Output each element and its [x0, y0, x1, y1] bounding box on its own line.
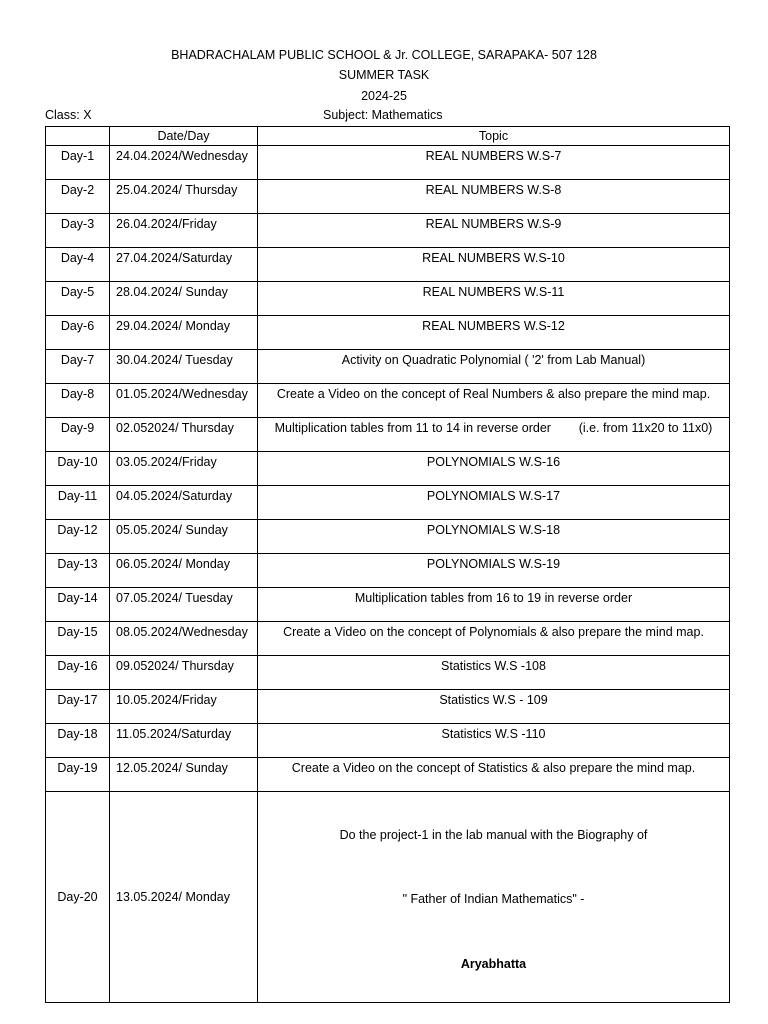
- topic-cell: Statistics W.S -110: [258, 724, 730, 758]
- date-cell: 08.05.2024/Wednesday: [110, 622, 258, 656]
- date-cell: 04.05.2024/Saturday: [110, 486, 258, 520]
- day-cell: Day-2: [46, 180, 110, 214]
- topic-cell: REAL NUMBERS W.S-11: [258, 282, 730, 316]
- date-cell: 06.05.2024/ Monday: [110, 554, 258, 588]
- topic-line-1: Do the project-1 in the lab manual with the Biography of: [339, 828, 648, 842]
- table-row: [46, 554, 730, 588]
- day-cell: Day-13: [46, 554, 110, 588]
- table-row: [46, 350, 730, 384]
- table-row: [46, 656, 730, 690]
- topic-cell: Statistics W.S - 109: [258, 690, 730, 724]
- topic-line-3: Aryabhatta: [460, 957, 527, 971]
- table-row: [46, 588, 730, 622]
- date-cell: 09.052024/ Thursday: [110, 656, 258, 690]
- day-cell: Day-12: [46, 520, 110, 554]
- table-row: [46, 146, 730, 180]
- topic-cell: REAL NUMBERS W.S-10: [258, 248, 730, 282]
- topic-cell: Create a Video on the concept of Real Numbers & also prepare the mind map.: [258, 384, 730, 418]
- day-cell: Day-17: [46, 690, 110, 724]
- day-cell: Day-16: [46, 656, 110, 690]
- date-cell: 28.04.2024/ Sunday: [110, 282, 258, 316]
- topic-cell: REAL NUMBERS W.S-12: [258, 316, 730, 350]
- table-row: [46, 690, 730, 724]
- table-row: [46, 724, 730, 758]
- column-header-topic: Topic: [258, 127, 730, 146]
- topic-cell: REAL NUMBERS W.S-9: [258, 214, 730, 248]
- subject-label: Subject: Mathematics: [323, 108, 443, 122]
- date-cell: 12.05.2024/ Sunday: [110, 758, 258, 792]
- table-row: [46, 418, 730, 452]
- day-cell: Day-3: [46, 214, 110, 248]
- table-row: [46, 486, 730, 520]
- date-cell: 30.04.2024/ Tuesday: [110, 350, 258, 384]
- topic-cell: POLYNOMIALS W.S-16: [258, 452, 730, 486]
- topic-cell: REAL NUMBERS W.S-7: [258, 146, 730, 180]
- date-cell: 03.05.2024/Friday: [110, 452, 258, 486]
- topic-cell: Create a Video on the concept of Polynomials & also prepare the mind map.: [258, 622, 730, 656]
- date-cell: 26.04.2024/Friday: [110, 214, 258, 248]
- school-name: BHADRACHALAM PUBLIC SCHOOL & Jr. COLLEGE, SARAPAKA- 507 128: [171, 48, 597, 62]
- topic-cell: Statistics W.S -108: [258, 656, 730, 690]
- day-cell: Day-18: [46, 724, 110, 758]
- table-row: [46, 384, 730, 418]
- table-row: [46, 520, 730, 554]
- topic-cell: POLYNOMIALS W.S-17: [258, 486, 730, 520]
- table-row-last: [46, 792, 730, 1003]
- table-row: [46, 248, 730, 282]
- day-cell: Day-19: [46, 758, 110, 792]
- topic-cell: POLYNOMIALS W.S-18: [258, 520, 730, 554]
- day-cell: Day-20: [46, 792, 110, 1003]
- date-cell: 25.04.2024/ Thursday: [110, 180, 258, 214]
- table-row: [46, 452, 730, 486]
- topic-cell: Activity on Quadratic Polynomial ( '2' from Lab Manual): [258, 350, 730, 384]
- table-row: [46, 622, 730, 656]
- date-cell: 13.05.2024/ Monday: [110, 792, 258, 1003]
- table-row: [46, 180, 730, 214]
- topic-cell: [258, 792, 730, 1003]
- topic-cell: Create a Video on the concept of Statistics & also prepare the mind map.: [258, 758, 730, 792]
- topic-cell: POLYNOMIALS W.S-19: [258, 554, 730, 588]
- date-cell: 29.04.2024/ Monday: [110, 316, 258, 350]
- task-title: SUMMER TASK: [338, 68, 430, 82]
- date-cell: 05.05.2024/ Sunday: [110, 520, 258, 554]
- topic-cell: Multiplication tables from 16 to 19 in reverse order: [258, 588, 730, 622]
- table-header-row: [46, 127, 730, 146]
- date-cell: 01.05.2024/Wednesday: [110, 384, 258, 418]
- academic-year: 2024-25: [361, 89, 407, 103]
- table-row: [46, 282, 730, 316]
- topic-cell: REAL NUMBERS W.S-8: [258, 180, 730, 214]
- date-cell: 10.05.2024/Friday: [110, 690, 258, 724]
- table-row: [46, 316, 730, 350]
- column-header-date: Date/Day: [110, 127, 258, 146]
- day-cell: Day-1: [46, 146, 110, 180]
- date-cell: 02.052024/ Thursday: [110, 418, 258, 452]
- table-row: [46, 758, 730, 792]
- day-cell: Day-8: [46, 384, 110, 418]
- table-row: [46, 214, 730, 248]
- day-cell: Day-11: [46, 486, 110, 520]
- class-label: Class: X: [45, 108, 92, 122]
- day-cell: Day-14: [46, 588, 110, 622]
- day-cell: Day-4: [46, 248, 110, 282]
- date-cell: 11.05.2024/Saturday: [110, 724, 258, 758]
- day-cell: Day-5: [46, 282, 110, 316]
- topic-line-2: " Father of Indian Mathematics" -: [402, 892, 585, 906]
- day-cell: Day-10: [46, 452, 110, 486]
- column-header-day: [46, 127, 110, 146]
- day-cell: Day-7: [46, 350, 110, 384]
- date-cell: 07.05.2024/ Tuesday: [110, 588, 258, 622]
- date-cell: 24.04.2024/Wednesday: [110, 146, 258, 180]
- date-cell: 27.04.2024/Saturday: [110, 248, 258, 282]
- day-cell: Day-9: [46, 418, 110, 452]
- schedule-table: [45, 126, 730, 1003]
- day-cell: Day-15: [46, 622, 110, 656]
- topic-cell: Multiplication tables from 11 to 14 in reverse order (i.e. from 11x20 to 11x0): [258, 418, 730, 452]
- day-cell: Day-6: [46, 316, 110, 350]
